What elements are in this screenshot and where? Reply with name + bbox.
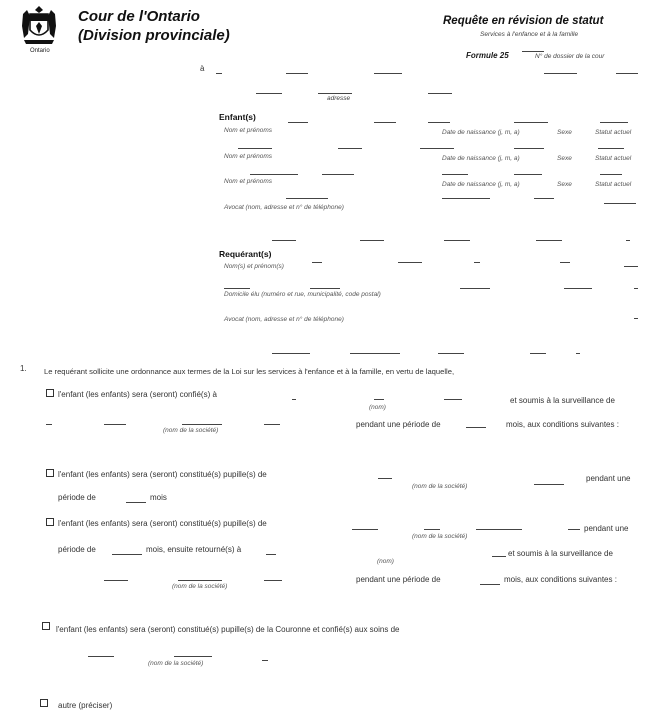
child-2-name-label: Nom et prénoms	[224, 153, 273, 160]
option-5-text: autre (préciser)	[58, 701, 113, 710]
option-3-checkbox[interactable]	[46, 518, 54, 526]
option-2-months-field[interactable]	[126, 502, 146, 503]
applicant-lawyer-field-f[interactable]	[576, 353, 580, 354]
child-1-sex-label: Sexe	[557, 129, 572, 136]
option-4-text: l'enfant (les enfants) sera (seront) constitué(s) pupille(s) de la Couronne et confié(s) aux soins de	[56, 625, 400, 634]
option-1-society-label: (nom de la société)	[163, 427, 219, 434]
option-2-society-field-b[interactable]	[534, 484, 564, 485]
option-3-society-field-c[interactable]	[476, 529, 522, 530]
applicant-address-field-b[interactable]	[310, 288, 340, 289]
child-lawyer-field-a[interactable]	[272, 240, 296, 241]
option-3-society-field-a[interactable]	[352, 529, 378, 530]
child-header-field-5[interactable]	[600, 122, 628, 123]
option-3-text: l'enfant (les enfants) sera (seront) constitué(s) pupille(s) de	[58, 519, 267, 528]
applicant-lawyer-label: Avocat (nom, adresse et n° de téléphone)	[224, 316, 344, 323]
child-3-field-c[interactable]	[534, 198, 554, 199]
section-mark: à	[200, 64, 205, 73]
child-3-field-b[interactable]	[442, 198, 490, 199]
child-1-field-e[interactable]	[598, 148, 624, 149]
form-subtitle: Services à l'enfance et à la famille	[480, 31, 579, 38]
option-1-text: l'enfant (les enfants) sera (seront) confié(s) à	[58, 390, 217, 399]
addr-field-7[interactable]	[318, 93, 352, 94]
child-1-field-d[interactable]	[514, 148, 544, 149]
child-1-dob-label: Date de naissance (j, m, a)	[442, 129, 520, 136]
child-2-field-b[interactable]	[322, 174, 354, 175]
child-header-field-3[interactable]	[428, 122, 450, 123]
applicant-name-field-a[interactable]	[312, 262, 322, 263]
option-3-name-field[interactable]	[266, 554, 276, 555]
option-3-society2-label: (nom de la société)	[172, 583, 228, 590]
court-name: Cour de l'Ontario	[78, 8, 200, 25]
option-1-society-field-d[interactable]	[264, 424, 280, 425]
option-4-checkbox[interactable]	[42, 622, 50, 630]
option-3-period: pendant une	[584, 524, 629, 533]
option-3-conditions: mois, aux conditions suivantes :	[504, 575, 617, 584]
addr-field-6[interactable]	[256, 93, 282, 94]
option-4-society-field-b[interactable]	[174, 656, 212, 657]
applicant-address-label: Domicile élu (numéro et rue, municipalité, code postal)	[224, 291, 381, 298]
child-2-field-c[interactable]	[442, 174, 468, 175]
court-division: (Division provinciale)	[78, 27, 230, 44]
applicant-lawyer-field-b[interactable]	[272, 353, 310, 354]
order-number: 1.	[20, 364, 27, 373]
applicant-address-field-d[interactable]	[564, 288, 592, 289]
child-3-field-a[interactable]	[286, 198, 328, 199]
option-3-society2-field-b[interactable]	[178, 580, 222, 581]
option-1-society-field-b[interactable]	[104, 424, 126, 425]
child-2-field-a[interactable]	[250, 174, 298, 175]
applicant-name-field-b[interactable]	[398, 262, 422, 263]
option-1-checkbox[interactable]	[46, 389, 54, 397]
applicant-name-field-c[interactable]	[474, 262, 480, 263]
option-3-period2: pendant une période de	[356, 575, 441, 584]
child-lawyer-field-d[interactable]	[536, 240, 562, 241]
option-2-checkbox[interactable]	[46, 469, 54, 477]
option-3-name-field-b[interactable]	[492, 556, 506, 557]
address-label: adresse	[327, 95, 351, 102]
option-2-period: pendant une	[586, 474, 631, 483]
file-number-label: N° de dossier de la cour	[535, 53, 605, 60]
option-1-conditions: mois, aux conditions suivantes :	[506, 420, 619, 429]
option-4-society-field-a[interactable]	[88, 656, 114, 657]
ontario-crest-icon	[18, 4, 60, 50]
option-3-returned: mois, ensuite retourné(s) à	[146, 545, 242, 554]
option-1-society-field-c[interactable]	[182, 424, 222, 425]
children-heading: Enfant(s)	[219, 112, 256, 122]
form-title: Requête en révision de statut	[443, 15, 604, 27]
addr-field-8[interactable]	[428, 93, 452, 94]
option-3-months2-field[interactable]	[480, 584, 500, 585]
option-3-supervision: et soumis à la surveillance de	[508, 549, 613, 558]
option-1-name-field-c[interactable]	[444, 399, 462, 400]
child-header-field-1[interactable]	[288, 122, 308, 123]
child-3-field-d[interactable]	[604, 203, 636, 204]
option-1-society-field-a[interactable]	[46, 424, 52, 425]
option-1-supervision: et soumis à la surveillance de	[510, 396, 615, 405]
form-number: Formule 25	[466, 51, 509, 60]
child-3-status-label: Statut actuel	[595, 181, 632, 188]
option-4-society-field-c[interactable]	[262, 660, 268, 661]
addr-field-5[interactable]	[616, 73, 638, 74]
child-3-dob-label: Date de naissance (j, m, a)	[442, 181, 520, 188]
applicants-heading: Requérant(s)	[219, 249, 272, 259]
option-3-months-field[interactable]	[112, 554, 142, 555]
child-1-field-a[interactable]	[238, 148, 272, 149]
child-2-status-label: Statut actuel	[595, 155, 632, 162]
child-2-dob-label: Date de naissance (j, m, a)	[442, 155, 520, 162]
child-3-name-label: Nom et prénoms	[224, 178, 273, 185]
option-2-period-of: période de	[58, 493, 96, 502]
option-2-society-label: (nom de la société)	[412, 483, 468, 490]
child-2-field-e[interactable]	[600, 174, 622, 175]
option-5-checkbox[interactable]	[40, 699, 48, 707]
applicant-address-field-a[interactable]	[224, 288, 250, 289]
applicant-address-field-c[interactable]	[460, 288, 490, 289]
applicant-lawyer-field-e[interactable]	[530, 353, 546, 354]
ontario-crest	[18, 4, 60, 50]
addr-field-2[interactable]	[286, 73, 308, 74]
option-3-society-field-d[interactable]	[568, 529, 580, 530]
option-1-name-label: (nom)	[369, 404, 386, 411]
applicant-lawyer-field-a[interactable]	[634, 318, 638, 319]
child-2-field-d[interactable]	[514, 174, 542, 175]
applicant-lawyer-field-c[interactable]	[350, 353, 400, 354]
child-1-status-label: Statut actuel	[595, 129, 632, 136]
option-3-society2-field-c[interactable]	[264, 580, 282, 581]
file-number-field[interactable]	[522, 51, 544, 52]
child-2-sex-label: Sexe	[557, 155, 572, 162]
child-lawyer-field-b[interactable]	[360, 240, 384, 241]
applicant-name-field-e[interactable]	[624, 266, 638, 267]
addr-field-3[interactable]	[374, 73, 402, 74]
applicant-address-field-e[interactable]	[634, 288, 638, 289]
child-1-field-b[interactable]	[338, 148, 362, 149]
child-header-field-2[interactable]	[374, 122, 396, 123]
option-2-months: mois	[150, 493, 167, 502]
option-3-society-label: (nom de la société)	[412, 533, 468, 540]
option-1-months-field[interactable]	[466, 427, 486, 428]
option-2-text: l'enfant (les enfants) sera (seront) constitué(s) pupille(s) de	[58, 470, 267, 479]
applicant-name-label: Nom(s) et prénom(s)	[224, 263, 284, 270]
child-lawyer-field-c[interactable]	[444, 240, 470, 241]
addr-field-4[interactable]	[544, 73, 577, 74]
order-intro: Le requérant sollicite une ordonnance aux termes de la Loi sur les services à l'enfance et à la famille, en vertu de laquelle,	[44, 367, 455, 376]
crest-caption: Ontario	[30, 48, 50, 54]
addr-field-1[interactable]	[216, 73, 222, 74]
option-3-society2-field-a[interactable]	[104, 580, 128, 581]
option-3-society-field-b[interactable]	[424, 529, 440, 530]
option-2-society-field-a[interactable]	[378, 478, 392, 479]
option-1-name-field-b[interactable]	[374, 399, 384, 400]
option-3-name-label: (nom)	[377, 558, 394, 565]
option-1-name-field-a[interactable]	[292, 399, 296, 400]
child-1-name-label: Nom et prénoms	[224, 127, 273, 134]
applicant-lawyer-field-d[interactable]	[438, 353, 464, 354]
child-lawyer-label: Avocat (nom, adresse et n° de téléphone)	[224, 204, 344, 211]
option-1-period: pendant une période de	[356, 420, 441, 429]
option-3-period-of: période de	[58, 545, 96, 554]
child-1-field-c[interactable]	[420, 148, 454, 149]
applicant-name-field-d[interactable]	[560, 262, 570, 263]
child-lawyer-field-e[interactable]	[626, 240, 630, 241]
child-header-field-4[interactable]	[514, 122, 548, 123]
option-4-society-label: (nom de la société)	[148, 660, 204, 667]
child-3-sex-label: Sexe	[557, 181, 572, 188]
